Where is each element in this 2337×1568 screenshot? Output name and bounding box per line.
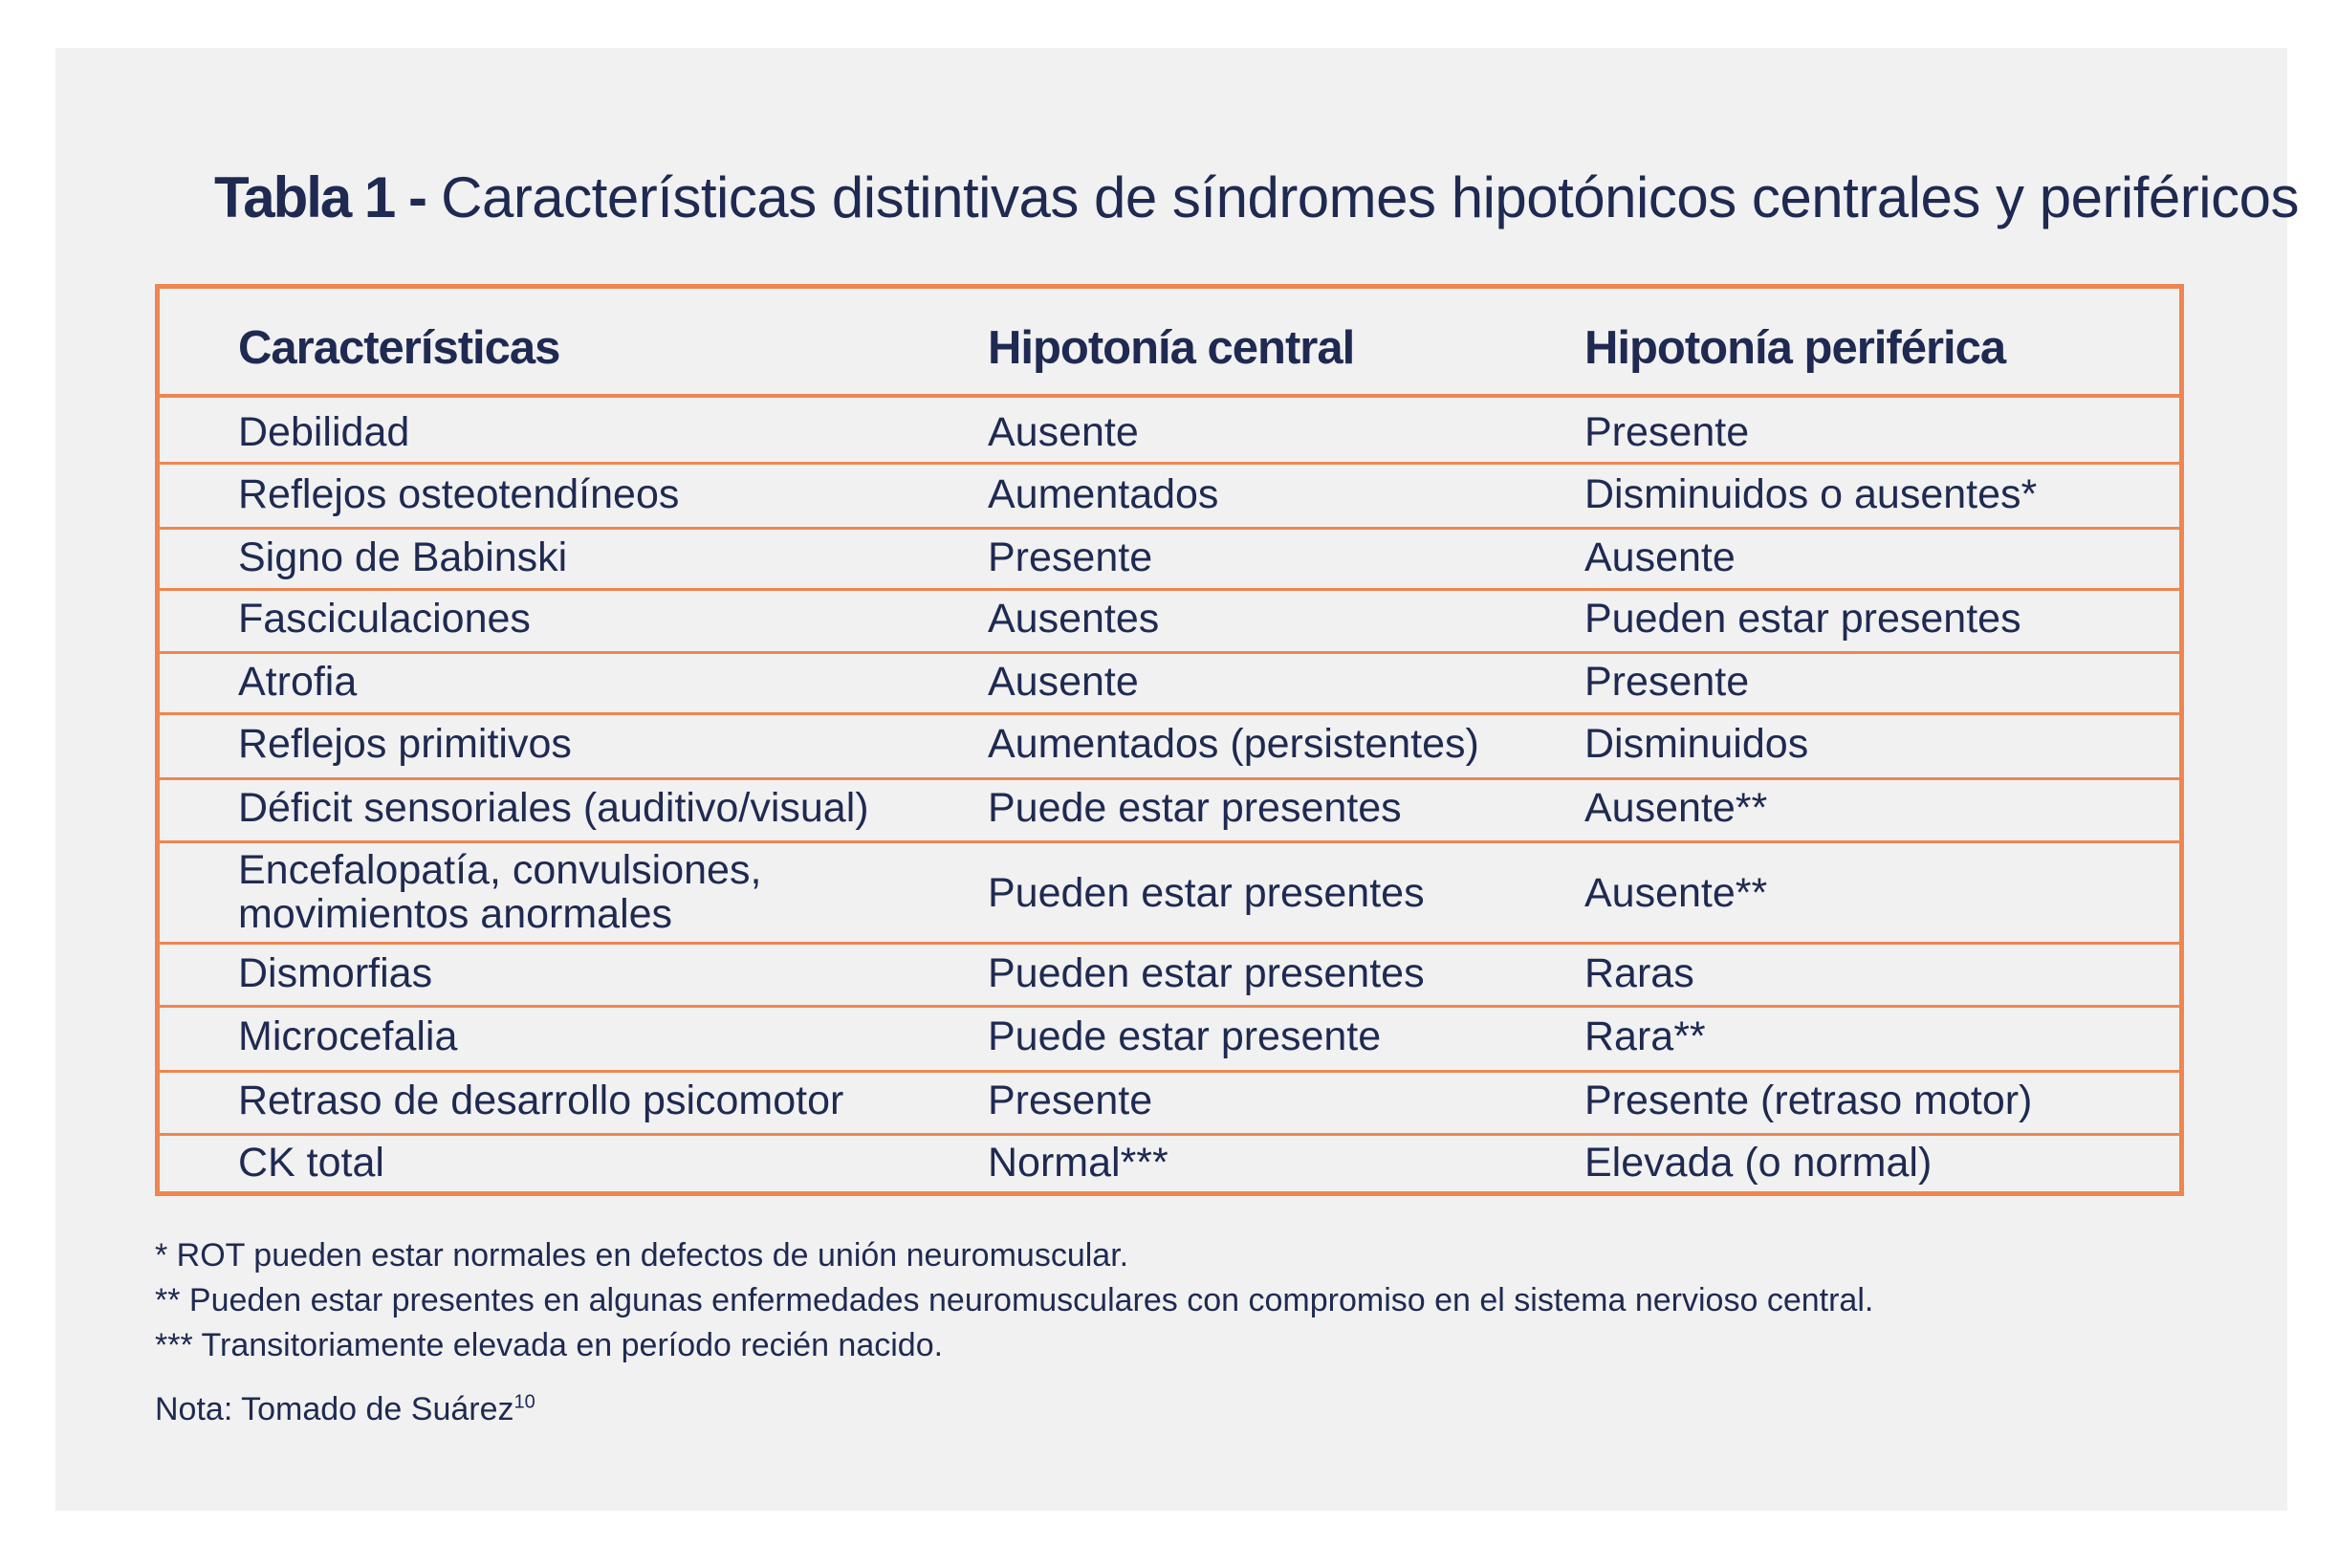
table-header-row — [160, 289, 2179, 398]
table-cell: Elevada (o normal) — [1584, 1140, 1933, 1186]
table-cell: Puede estar presente — [988, 1013, 1382, 1059]
table-cell: Pueden estar presentes — [1584, 596, 2021, 642]
table-cell: Presente — [988, 534, 1153, 580]
table-cell: Ausente — [988, 659, 1139, 705]
table-cell: Signo de Babinski — [238, 534, 568, 580]
table-cell: Debilidad — [238, 409, 410, 455]
table-row — [160, 530, 2179, 591]
table-cell: Retraso de desarrollo psicomotor — [238, 1078, 844, 1123]
table-cell: Aumentados — [988, 471, 1219, 517]
table-cell: Rara** — [1584, 1013, 1706, 1059]
table-row — [160, 654, 2179, 715]
table-cell: Presente — [1584, 659, 1750, 705]
table-footnotes — [155, 1233, 1873, 1368]
table-row — [160, 465, 2179, 530]
table-cell: Presente — [1584, 409, 1750, 455]
table-cell: Pueden estar presentes — [988, 950, 1425, 996]
source-note — [155, 1391, 535, 1428]
table-cell: Déficit sensoriales (auditivo/visual) — [238, 785, 869, 831]
table-number: Tabla 1 - — [214, 165, 426, 229]
column-header: Características — [238, 322, 560, 374]
table-cell: Disminuidos o ausentes* — [1584, 471, 2038, 517]
table-cell: Ausente — [1584, 534, 1736, 580]
table-cell: Microcefalia — [238, 1013, 458, 1059]
footnote: * ROT pueden estar normales en defectos de unión neuromuscular. — [155, 1237, 1129, 1274]
table-row — [160, 398, 2179, 465]
table-cell: Disminuidos — [1584, 721, 1809, 767]
table-cell: Encefalopatía, convulsiones, — [238, 847, 762, 893]
table-cell: Presente (retraso motor) — [1584, 1078, 2033, 1123]
footnote: ** Pueden estar presentes en algunas enfermedades neuromusculares con compromiso en el sistema nervioso central. — [155, 1282, 1874, 1318]
table-row — [160, 1136, 2179, 1191]
table-row — [160, 843, 2179, 945]
table-row — [160, 945, 2179, 1008]
table-caption: Características distintivas de síndromes hipotónicos centrales y periféricos — [441, 165, 2299, 229]
table-cell: Raras — [1584, 950, 1694, 996]
table-row — [160, 1073, 2179, 1136]
table-cell: Puede estar presentes — [988, 785, 1402, 831]
table-cell: Ausentes — [988, 596, 1160, 642]
table-cell: CK total — [238, 1140, 384, 1186]
column-header: Hipotonía central — [988, 322, 1355, 374]
table-cell: Fasciculaciones — [238, 596, 531, 642]
table-cell: Ausente** — [1584, 785, 1768, 831]
table-row — [160, 591, 2179, 654]
source-text: Nota: Tomado de Suárez — [155, 1391, 514, 1427]
reference-number: 10 — [513, 1391, 535, 1413]
table-cell: Reflejos primitivos — [238, 721, 572, 767]
table-row — [160, 1008, 2179, 1073]
table-cell: Aumentados (persistentes) — [988, 721, 1479, 767]
table-cell: Ausente** — [1584, 870, 1768, 916]
table-row — [160, 780, 2179, 843]
table-cell: Pueden estar presentes — [988, 870, 1425, 916]
footnote: *** Transitoriamente elevada en período recién nacido. — [155, 1327, 944, 1363]
table-cell: Presente — [988, 1078, 1153, 1123]
table-cell: Atrofia — [238, 659, 358, 705]
characteristics-table — [155, 284, 2184, 1196]
table-title — [214, 164, 2299, 230]
table-cell: Reflejos osteotendíneos — [238, 471, 680, 517]
table-cell: Dismorfias — [238, 950, 433, 996]
table-row — [160, 715, 2179, 780]
table-cell: Normal*** — [988, 1140, 1168, 1186]
table-cell-continuation: movimientos anormales — [238, 891, 673, 937]
column-header: Hipotonía periférica — [1584, 322, 2006, 374]
table-cell: Ausente — [988, 409, 1139, 455]
